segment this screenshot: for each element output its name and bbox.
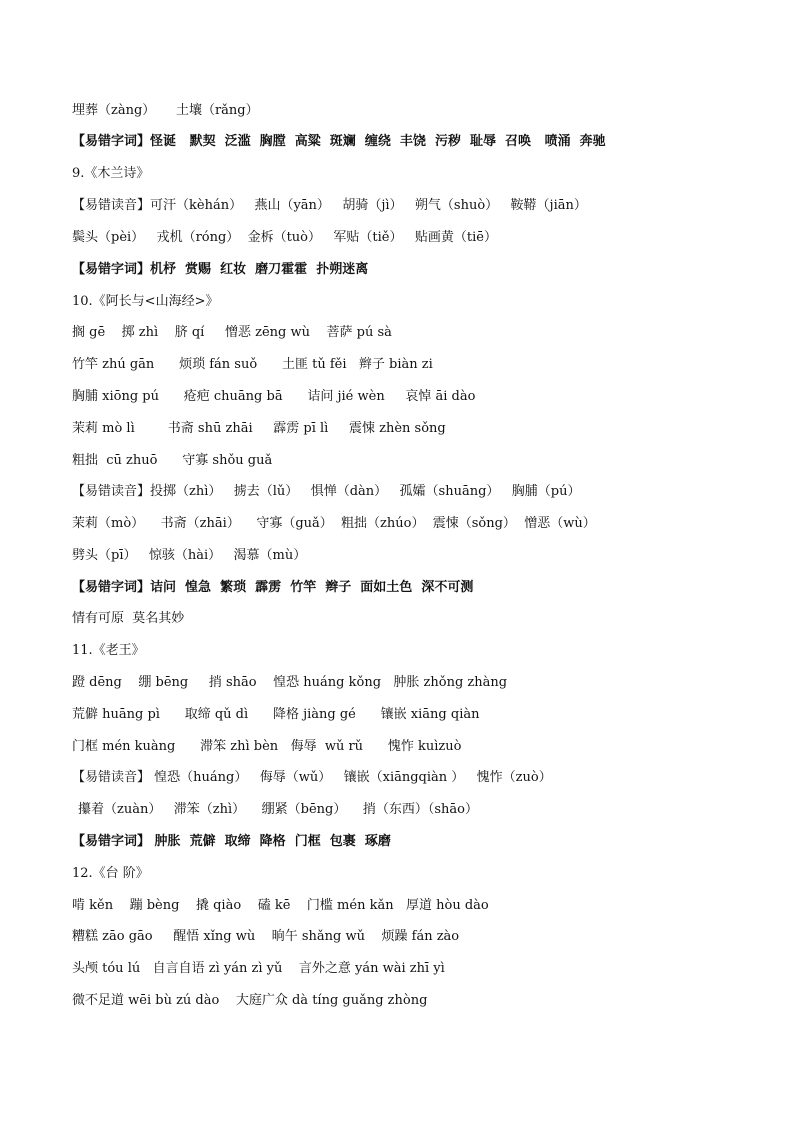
- text-line-5: 鬓头（pèi） 戎机（róng） 金柝（tuò） 军贴（tiě） 贴画黄（tiē）: [72, 230, 497, 245]
- text-line-15: 劈头（pī） 惊骇（hài） 渴慕（mù）: [72, 548, 307, 563]
- text-line-4: 【易错读音】可汗（kèhán） 燕山（yān） 胡骑（jì） 朔气（shuò） 鞍鞯（jiān）: [72, 198, 587, 213]
- text-line-6: 【易错字词】机杼 赏赐 红妆 磨刀霍霍 扑朔迷离: [72, 262, 369, 277]
- text-line-1: 埋葬（zàng） 土壤（rǎng）: [72, 103, 259, 118]
- text-line-19: 蹬 dēng 绷 bēng 捎 shāo 惶恐 huáng kǒng 肿胀 zhǒng zhàng: [72, 675, 508, 690]
- text-line-26: 啃 kěn 蹦 bèng 撬 qiào 磕 kē 门槛 mén kǎn 厚道 hòu dào: [72, 898, 489, 913]
- text-line-8: 搁 gē 掷 zhì 脐 qí 憎恶 zēng wù 菩萨 pú sà: [72, 325, 392, 340]
- text-line-23: 攥着（zuàn） 滞笨（zhì） 绷紧（bēng） 捎（东西）（shāo）: [78, 802, 479, 817]
- text-line-29: 微不足道 wēi bù zú dào 大庭广众 dà tíng guǎng zhòng: [72, 993, 428, 1008]
- text-line-11: 茉莉 mò lì 书斋 shū zhāi 霹雳 pī lì 震悚 zhèn sǒng: [72, 421, 446, 436]
- section-heading-laowang: 11.《老王》: [72, 643, 145, 658]
- text-line-21: 门框 mén kuàng 滞笨 zhì bèn 侮辱 wǔ rǔ 愧怍 kuìzuò: [72, 739, 462, 754]
- text-line-9: 竹竿 zhú gān 烦琐 fán suǒ 土匪 tǔ fěi 辫子 biàn zi: [72, 357, 433, 372]
- text-line-22: 【易错读音】 惶恐（huáng） 侮辱（wǔ） 镶嵌（xiāngqiàn ） 愧怍（zuò）: [72, 770, 552, 785]
- section-heading-mulanshi: 9.《木兰诗》: [72, 166, 150, 181]
- text-line-2: 【易错字词】怪诞 默契 泛滥 胸膛 高粱 斑斓 缠绕 丰饶 污秽 耻辱 召唤 喷涌 奔驰: [72, 134, 606, 149]
- text-line-13: 【易错读音】投掷（zhì） 掳去（lǔ） 惧惮（dàn） 孤孀（shuāng） 胸脯（pú）: [72, 484, 581, 499]
- text-line-17: 情有可原 莫名其妙: [72, 611, 185, 626]
- text-line-27: 糟糕 zāo gāo 醒悟 xǐng wù 晌午 shǎng wǔ 烦躁 fán zào: [72, 929, 460, 944]
- text-line-24: 【易错字词】 肿胀 荒僻 取缔 降格 门框 包裹 琢磨: [72, 834, 391, 849]
- text-line-10: 胸脯 xiōng pú 疮疤 chuāng bā 诘问 jié wèn 哀悼 āi dào: [72, 389, 476, 404]
- text-line-14: 茉莉（mò） 书斋（zhāi） 守寡（guǎ） 粗拙（zhúo） 震悚（sǒng） 憎恶（wù）: [72, 516, 596, 531]
- text-line-12: 粗拙 cū zhuō 守寡 shǒu guǎ: [72, 453, 273, 468]
- text-line-20: 荒僻 huāng pì 取缔 qǔ dì 降格 jiàng gé 镶嵌 xiāng qiàn: [72, 707, 480, 722]
- text-line-28: 头颅 tóu lú 自言自语 zì yán zì yǔ 言外之意 yán wài zhī yì: [72, 961, 445, 976]
- section-heading-taijie: 12.《台 阶》: [72, 866, 149, 881]
- section-heading-achang: 10.《阿长与<山海经>》: [72, 294, 219, 309]
- text-line-16: 【易错字词】诘问 惶急 繁琐 霹雳 竹竿 辫子 面如土色 深不可测: [72, 580, 474, 595]
